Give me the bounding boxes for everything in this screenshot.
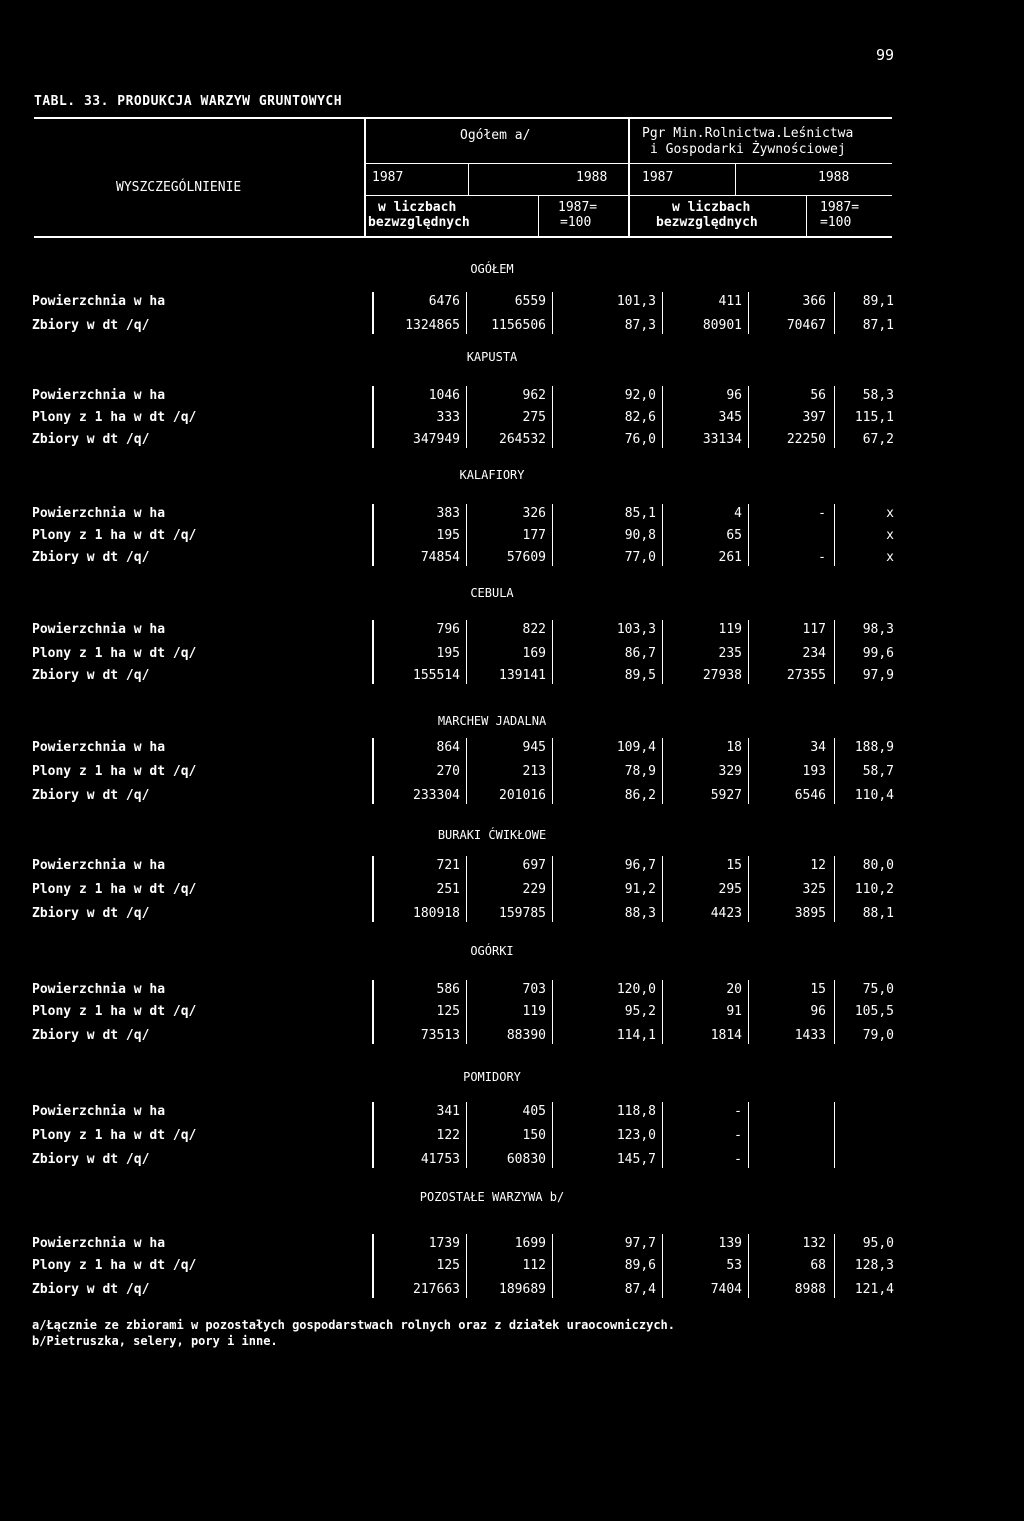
table-cell: 97,7: [624, 1236, 656, 1251]
row-label: Powierzchnia w ha: [32, 294, 166, 309]
table-cell: -: [734, 1152, 742, 1167]
column-divider: [466, 1234, 467, 1298]
table-cell: 110,2: [854, 882, 894, 897]
header-vline-4: [538, 195, 539, 236]
table-cell: x: [886, 550, 894, 565]
table-cell: 132: [802, 1236, 826, 1251]
table-cell: 721: [436, 858, 460, 873]
table-cell: 125: [436, 1258, 460, 1273]
row-label: Zbiory w dt /q/: [32, 550, 150, 565]
table-cell: 96: [726, 388, 742, 403]
column-divider: [552, 386, 553, 448]
table-cell: 18: [726, 740, 742, 755]
table-cell: 41753: [420, 1152, 460, 1167]
table-cell: x: [886, 528, 894, 543]
table-cell: 3895: [794, 906, 826, 921]
column-divider: [552, 980, 553, 1044]
row-label: Powierzchnia w ha: [32, 388, 166, 403]
row-label: Powierzchnia w ha: [32, 622, 166, 637]
table-cell: 103,3: [616, 622, 656, 637]
table-cell: 347949: [413, 432, 460, 447]
table-cell: 201016: [499, 788, 546, 803]
table-cell: 120,0: [616, 982, 656, 997]
section-title: [0, 586, 1024, 600]
row-label: Powierzchnia w ha: [32, 1236, 166, 1251]
table-cell: -: [818, 550, 826, 565]
table-cell: 264532: [499, 432, 546, 447]
abs-header-a1: w liczbach: [378, 200, 457, 215]
group-header-pgr-line1: Pgr Min.Rolnictwa.Leśnictwa: [642, 126, 854, 141]
table-cell: 193: [802, 764, 826, 779]
table-cell: 121,4: [854, 1282, 894, 1297]
table-cell: 117: [802, 622, 826, 637]
row-label: Powierzchnia w ha: [32, 982, 166, 997]
table-cell: 73513: [420, 1028, 460, 1043]
table-cell: 87,3: [624, 318, 656, 333]
table-cell: 217663: [413, 1282, 460, 1297]
column-divider: [552, 1102, 553, 1168]
table-cell: 6546: [794, 788, 826, 803]
section-title-text: POMIDORY: [463, 1070, 521, 1084]
table-cell: x: [886, 506, 894, 521]
table-cell: 411: [718, 294, 742, 309]
section-title: [0, 468, 1024, 482]
table-cell: 122: [436, 1128, 460, 1143]
column-divider: [662, 620, 663, 684]
table-cell: 88390: [506, 1028, 546, 1043]
section-title: [0, 350, 1024, 364]
column-divider: [372, 620, 374, 684]
column-divider: [372, 386, 374, 448]
table-cell: 91,2: [624, 882, 656, 897]
table-cell: 397: [802, 410, 826, 425]
table-cell: 89,6: [624, 1258, 656, 1273]
column-divider: [834, 980, 835, 1044]
table-cell: 345: [718, 410, 742, 425]
header-vline-5: [806, 195, 807, 236]
stub-header: WYSZCZEGÓLNIENIE: [116, 180, 242, 195]
column-divider: [372, 292, 374, 334]
column-divider: [466, 738, 467, 804]
table-cell: 213: [522, 764, 546, 779]
column-divider: [372, 1102, 374, 1168]
table-cell: 99,6: [862, 646, 894, 661]
row-label: Plony z 1 ha w dt /q/: [32, 882, 197, 897]
section-title: [0, 828, 1024, 842]
row-label: Powierzchnia w ha: [32, 1104, 166, 1119]
table-cell: -: [734, 1128, 742, 1143]
section-title: [0, 1070, 1024, 1084]
table-cell: 34: [810, 740, 826, 755]
abs-header-b1: w liczbach: [672, 200, 751, 215]
table-cell: 4: [734, 506, 742, 521]
column-divider: [372, 980, 374, 1044]
table-cell: 1739: [428, 1236, 460, 1251]
year-1988-a: 1988: [576, 170, 608, 185]
table-cell: 91: [726, 1004, 742, 1019]
page-number: 99: [875, 46, 894, 64]
column-divider: [662, 738, 663, 804]
table-cell: 110,4: [854, 788, 894, 803]
table-title: TABL. 33. PRODUKCJA WARZYW GRUNTOWYCH: [34, 94, 343, 109]
column-divider: [552, 620, 553, 684]
table-cell: 15: [726, 858, 742, 873]
column-divider: [662, 856, 663, 922]
column-divider: [662, 980, 663, 1044]
header-vline-6: [735, 163, 736, 195]
row-label: Plony z 1 ha w dt /q/: [32, 1004, 197, 1019]
table-cell: 329: [718, 764, 742, 779]
table-cell: 68: [810, 1258, 826, 1273]
row-label: Plony z 1 ha w dt /q/: [32, 764, 197, 779]
table-cell: 333: [436, 410, 460, 425]
column-divider: [834, 386, 835, 448]
table-cell: 12: [810, 858, 826, 873]
table-cell: 128,3: [854, 1258, 894, 1273]
table-cell: 109,4: [616, 740, 656, 755]
group-header-total: Ogółem a/: [460, 128, 531, 143]
section-title-text: POZOSTAŁE WARZYWA b/: [419, 1190, 565, 1204]
column-divider: [552, 292, 553, 334]
table-cell: 145,7: [616, 1152, 656, 1167]
table-cell: 945: [522, 740, 546, 755]
group-header-pgr-line2: i Gospodarki Żywnościowej: [650, 142, 846, 157]
table-cell: 697: [522, 858, 546, 873]
table-cell: 4423: [710, 906, 742, 921]
table-cell: 98,3: [862, 622, 894, 637]
table-cell: 295: [718, 882, 742, 897]
row-label: Zbiory w dt /q/: [32, 906, 150, 921]
table-cell: 796: [436, 622, 460, 637]
table-cell: 229: [522, 882, 546, 897]
table-cell: -: [818, 506, 826, 521]
table-cell: 115,1: [854, 410, 894, 425]
column-divider: [834, 1234, 835, 1298]
table-cell: 90,8: [624, 528, 656, 543]
column-divider: [834, 504, 835, 566]
table-cell: 251: [436, 882, 460, 897]
idx-header-a1: 1987=: [558, 200, 598, 215]
table-cell: 67,2: [862, 432, 894, 447]
row-label: Powierzchnia w ha: [32, 506, 166, 521]
idx-header-a2: =100: [560, 215, 592, 230]
row-label: Zbiory w dt /q/: [32, 668, 150, 683]
column-divider: [372, 856, 374, 922]
idx-header-b1: 1987=: [820, 200, 860, 215]
section-title: [0, 714, 1024, 728]
table-cell: 58,7: [862, 764, 894, 779]
table-cell: 235: [718, 646, 742, 661]
table-cell: 177: [522, 528, 546, 543]
abs-header-b2: bezwzględnych: [656, 215, 758, 230]
table-cell: 82,6: [624, 410, 656, 425]
table-cell: 169: [522, 646, 546, 661]
table-cell: 27355: [786, 668, 826, 683]
table-cell: 27938: [702, 668, 742, 683]
table-cell: 75,0: [862, 982, 894, 997]
table-cell: 56: [810, 388, 826, 403]
column-divider: [834, 620, 835, 684]
table-cell: 79,0: [862, 1028, 894, 1043]
table-cell: 87,1: [862, 318, 894, 333]
column-divider: [662, 1234, 663, 1298]
table-cell: 15: [810, 982, 826, 997]
header-vline-1: [364, 119, 366, 236]
row-label: Plony z 1 ha w dt /q/: [32, 1258, 197, 1273]
table-cell: 233304: [413, 788, 460, 803]
table-cell: 822: [522, 622, 546, 637]
table-cell: 234: [802, 646, 826, 661]
table-cell: 123,0: [616, 1128, 656, 1143]
table-cell: 78,9: [624, 764, 656, 779]
column-divider: [552, 1234, 553, 1298]
table-cell: 341: [436, 1104, 460, 1119]
row-label: Zbiory w dt /q/: [32, 432, 150, 447]
table-cell: -: [734, 1104, 742, 1119]
table-cell: 1699: [514, 1236, 546, 1251]
column-divider: [748, 980, 749, 1044]
table-cell: 76,0: [624, 432, 656, 447]
column-divider: [372, 738, 374, 804]
table-cell: 89,1: [862, 294, 894, 309]
table-cell: 159785: [499, 906, 546, 921]
header-top-rule: [34, 117, 892, 119]
column-divider: [466, 386, 467, 448]
table-cell: 6559: [514, 294, 546, 309]
table-cell: 8988: [794, 1282, 826, 1297]
table-cell: 155514: [413, 668, 460, 683]
table-cell: 101,3: [616, 294, 656, 309]
column-divider: [834, 856, 835, 922]
column-divider: [748, 856, 749, 922]
row-label: Plony z 1 ha w dt /q/: [32, 528, 197, 543]
section-title-text: KALAFIORY: [459, 468, 525, 482]
row-label: Powierzchnia w ha: [32, 858, 166, 873]
table-cell: 22250: [786, 432, 826, 447]
header-vline-3: [468, 163, 469, 195]
table-cell: 57609: [506, 550, 546, 565]
table-cell: 139141: [499, 668, 546, 683]
column-divider: [662, 292, 663, 334]
year-1987-a: 1987: [372, 170, 404, 185]
row-label: Powierzchnia w ha: [32, 740, 166, 755]
column-divider: [748, 386, 749, 448]
table-cell: 112: [522, 1258, 546, 1273]
table-cell: 180918: [413, 906, 460, 921]
column-divider: [662, 1102, 663, 1168]
table-cell: 85,1: [624, 506, 656, 521]
column-divider: [748, 292, 749, 334]
table-cell: 95,0: [862, 1236, 894, 1251]
section-title-text: OGÓRKI: [470, 944, 514, 958]
table-cell: 325: [802, 882, 826, 897]
table-cell: 6476: [428, 294, 460, 309]
column-divider: [372, 1234, 374, 1298]
section-title: [0, 262, 1024, 276]
year-1987-b: 1987: [642, 170, 674, 185]
column-divider: [834, 1102, 835, 1168]
column-divider: [552, 738, 553, 804]
table-cell: 188,9: [854, 740, 894, 755]
table-cell: 89,5: [624, 668, 656, 683]
column-divider: [466, 620, 467, 684]
table-cell: 5927: [710, 788, 742, 803]
header-bottom-rule: [34, 236, 892, 238]
section-title-text: BURAKI ĆWIKŁOWE: [437, 828, 547, 842]
table-cell: 77,0: [624, 550, 656, 565]
column-divider: [466, 504, 467, 566]
table-cell: 125: [436, 1004, 460, 1019]
table-cell: 119: [718, 622, 742, 637]
row-label: Zbiory w dt /q/: [32, 318, 150, 333]
table-cell: 88,1: [862, 906, 894, 921]
column-divider: [552, 856, 553, 922]
row-label: Zbiory w dt /q/: [32, 1028, 150, 1043]
table-cell: 96: [810, 1004, 826, 1019]
table-cell: 97,9: [862, 668, 894, 683]
idx-header-b2: =100: [820, 215, 852, 230]
table-cell: 96,7: [624, 858, 656, 873]
table-cell: 586: [436, 982, 460, 997]
table-cell: 864: [436, 740, 460, 755]
table-cell: 80901: [702, 318, 742, 333]
column-divider: [748, 1102, 749, 1168]
row-label: Plony z 1 ha w dt /q/: [32, 1128, 197, 1143]
table-cell: 87,4: [624, 1282, 656, 1297]
footnote-b: b/Pietruszka, selery, pory i inne.: [32, 1334, 278, 1348]
table-cell: 80,0: [862, 858, 894, 873]
section-title-text: OGÓŁEM: [470, 262, 514, 276]
column-divider: [748, 738, 749, 804]
column-divider: [552, 504, 553, 566]
table-cell: 195: [436, 528, 460, 543]
table-cell: 383: [436, 506, 460, 521]
row-label: Plony z 1 ha w dt /q/: [32, 646, 197, 661]
table-cell: 1814: [710, 1028, 742, 1043]
header-vline-2: [628, 119, 630, 236]
table-cell: 74854: [420, 550, 460, 565]
section-title-text: MARCHEW JADALNA: [437, 714, 547, 728]
column-divider: [834, 292, 835, 334]
table-cell: 270: [436, 764, 460, 779]
table-cell: 275: [522, 410, 546, 425]
footnote-a: a/Łącznie ze zbiorami w pozostałych gospodarstwach rolnych oraz z działek uraocowniczych.: [32, 1318, 675, 1332]
table-cell: 326: [522, 506, 546, 521]
row-label: Zbiory w dt /q/: [32, 788, 150, 803]
section-title: [0, 944, 1024, 958]
year-1988-b: 1988: [818, 170, 850, 185]
table-cell: 261: [718, 550, 742, 565]
table-cell: 86,7: [624, 646, 656, 661]
table-cell: 119: [522, 1004, 546, 1019]
table-cell: 33134: [702, 432, 742, 447]
column-divider: [834, 738, 835, 804]
column-divider: [748, 620, 749, 684]
section-title: [0, 1190, 1024, 1204]
table-cell: 150: [522, 1128, 546, 1143]
table-cell: 1324865: [405, 318, 460, 333]
table-cell: 86,2: [624, 788, 656, 803]
table-cell: 195: [436, 646, 460, 661]
table-cell: 70467: [786, 318, 826, 333]
table-cell: 7404: [710, 1282, 742, 1297]
column-divider: [748, 1234, 749, 1298]
section-title-text: CEBULA: [470, 586, 514, 600]
table-cell: 139: [718, 1236, 742, 1251]
table-cell: 1433: [794, 1028, 826, 1043]
table-cell: 53: [726, 1258, 742, 1273]
column-divider: [466, 980, 467, 1044]
table-cell: 703: [522, 982, 546, 997]
column-divider: [466, 292, 467, 334]
table-cell: 65: [726, 528, 742, 543]
row-label: Zbiory w dt /q/: [32, 1152, 150, 1167]
table-cell: 405: [522, 1104, 546, 1119]
column-divider: [466, 856, 467, 922]
table-cell: 60830: [506, 1152, 546, 1167]
table-cell: 105,5: [854, 1004, 894, 1019]
column-divider: [372, 504, 374, 566]
table-cell: 118,8: [616, 1104, 656, 1119]
table-cell: 58,3: [862, 388, 894, 403]
column-divider: [662, 386, 663, 448]
table-cell: 1046: [428, 388, 460, 403]
section-title-text: KAPUSTA: [466, 350, 518, 364]
column-divider: [466, 1102, 467, 1168]
row-label: Zbiory w dt /q/: [32, 1282, 150, 1297]
table-cell: 1156506: [491, 318, 546, 333]
table-cell: 366: [802, 294, 826, 309]
table-cell: 962: [522, 388, 546, 403]
row-label: Plony z 1 ha w dt /q/: [32, 410, 197, 425]
table-cell: 189689: [499, 1282, 546, 1297]
table-cell: 95,2: [624, 1004, 656, 1019]
table-cell: 92,0: [624, 388, 656, 403]
abs-header-a2: bezwzględnych: [368, 215, 470, 230]
table-cell: 88,3: [624, 906, 656, 921]
column-divider: [748, 504, 749, 566]
column-divider: [662, 504, 663, 566]
table-cell: 114,1: [616, 1028, 656, 1043]
table-cell: 20: [726, 982, 742, 997]
